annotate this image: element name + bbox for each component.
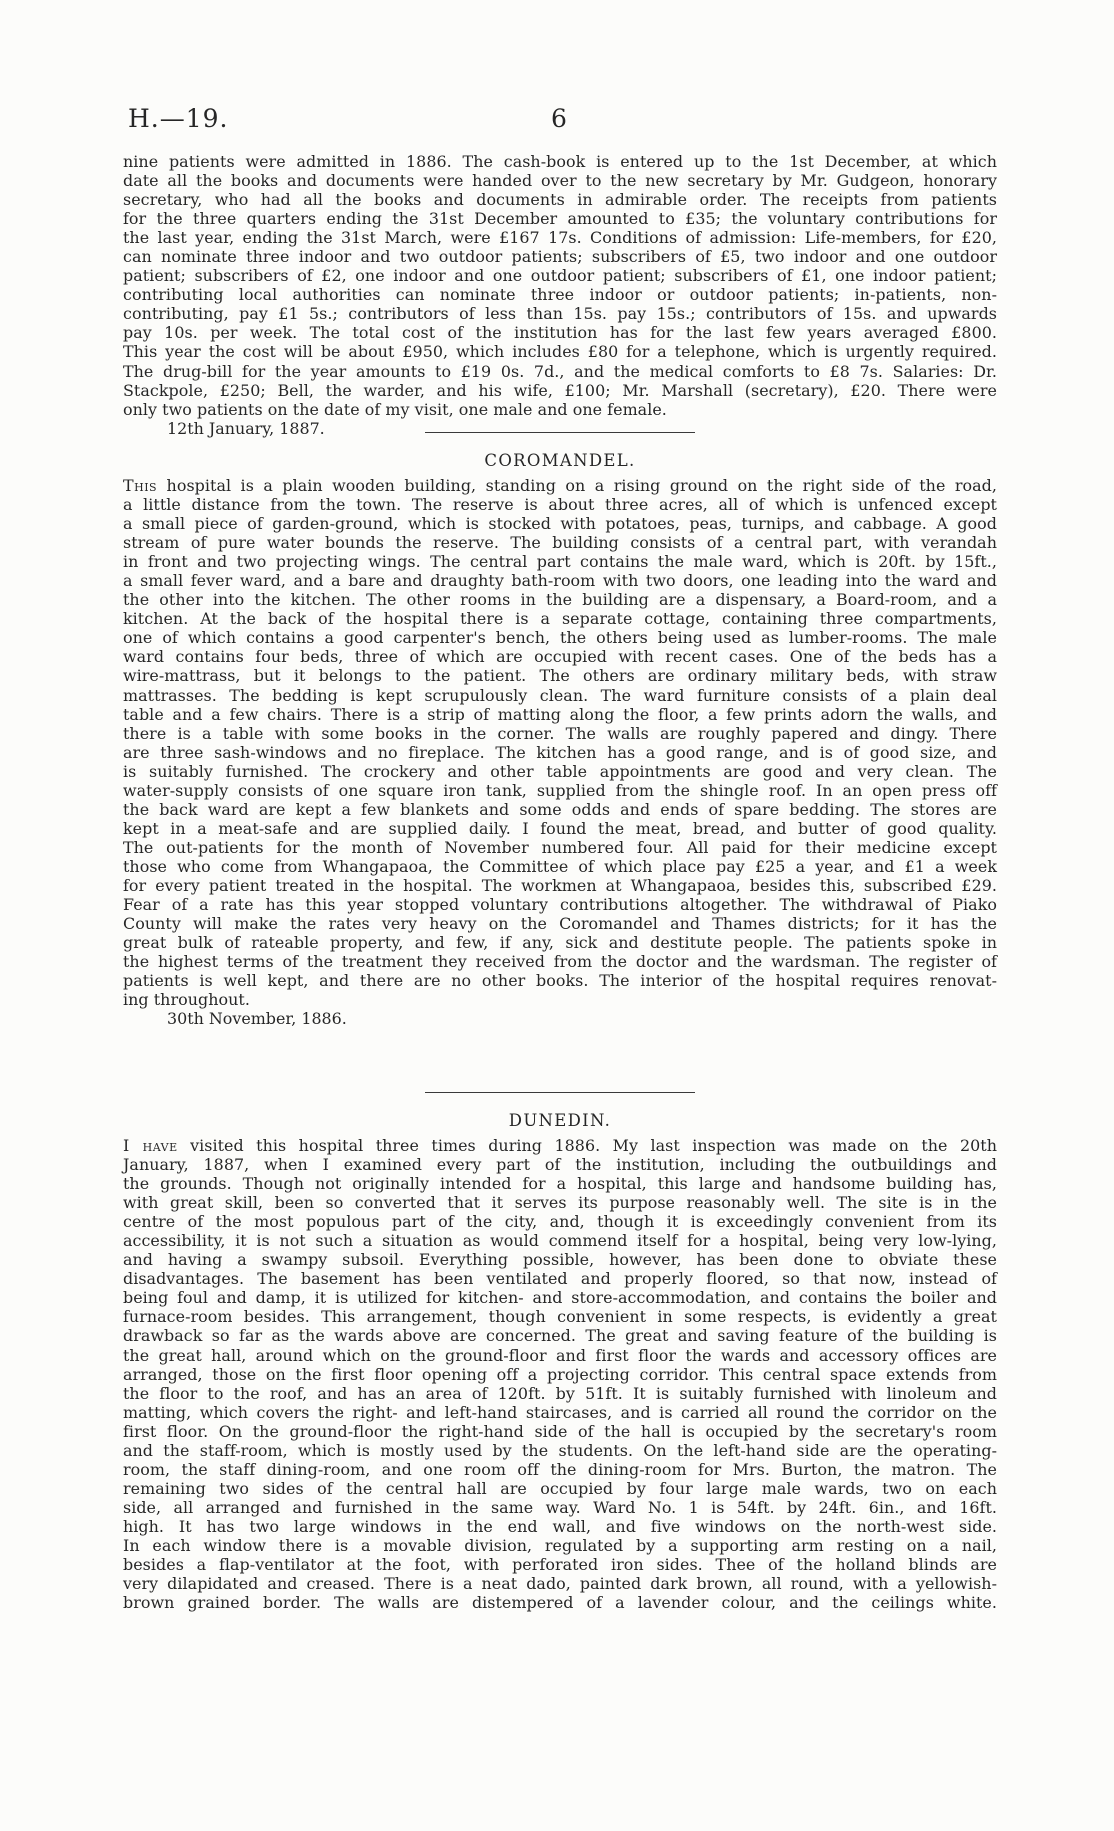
text-line: one of which contains a good carpenter's bench, the others being used as lumber-rooms. The male — [123, 628, 997, 648]
text-line: those who come from Whangapaoa, the Committee of which place pay £25 a year, and £1 a week — [123, 856, 997, 876]
text-line: remaining two sides of the central hall are occupied by four large male wards, two on each — [123, 1478, 997, 1498]
text-line: matting, which covers the right- and left-hand staircases, and is carried all round the corridor on the — [123, 1402, 997, 1422]
text-line: arranged, those on the first floor opening off a projecting corridor. This central space extends from — [123, 1364, 997, 1384]
continuation-date: 12th January, 1887. — [167, 418, 325, 438]
text-line: with great skill, been so converted that it serves its purpose reasonably well. The site is in the — [123, 1193, 997, 1213]
text-line: being foul and damp, it is utilized for kitchen- and store-accommodation, and contains the boiler and — [123, 1288, 997, 1308]
text-line: a small fever ward, and a bare and draughty bath-room with two doors, one leading into the ward and — [123, 571, 997, 591]
text-line: drawback so far as the wards above are concerned. The great and saving feature of the building is — [123, 1326, 997, 1346]
text-line: furnace-room besides. This arrangement, though convenient in some respects, is evidently a great — [123, 1307, 997, 1327]
text-line: accessibility, it is not such a situation as would commend itself for a hospital, being very low-lying, — [123, 1231, 997, 1251]
text-line: are three sash-windows and no fireplace. The kitchen has a good range, and is of good size, and — [123, 742, 997, 762]
report-reference: H.—19. — [128, 104, 229, 133]
dunedin-first-line-text: visited this hospital three times during 1886. My last inspection was made on the 20th — [177, 1136, 998, 1155]
text-line: The out-patients for the month of November numbered four. All paid for their medicine except — [123, 837, 997, 857]
text-line: the back ward are kept a few blankets and some odds and ends of spare bedding. The stores are — [123, 799, 997, 819]
text-line: Fear of a rate has this year stopped voluntary contributions altogether. The withdrawal of Piako — [123, 895, 997, 915]
text-line: can nominate three indoor and two outdoor patients; subscribers of £5, two indoor and one outdoor — [123, 247, 997, 267]
page-number: 6 — [551, 104, 567, 133]
text-line: contributing, pay £1 5s.; contributors of less than 15s. pay 15s.; contributors of 15s. and upwards — [123, 304, 997, 324]
text-line: side, all arranged and furnished in the same way. Ward No. 1 is 54ft. by 24ft. 6in., and 16ft. — [123, 1497, 997, 1517]
section-divider — [425, 1092, 695, 1093]
text-line: nine patients were admitted in 1886. The cash-book is entered up to the 1st December, at which — [123, 152, 997, 171]
text-line: only two patients on the date of my visit, one male and one female. — [123, 399, 667, 419]
text-line: stream of pure water bounds the reserve. The building consists of a central part, with verandah — [123, 533, 997, 553]
coromandel-date: 30th November, 1886. — [167, 1009, 347, 1029]
text-line: a little distance from the town. The reserve is about three acres, all of which is unfenced except — [123, 495, 997, 515]
dunedin-opening-word: I have — [123, 1136, 178, 1155]
text-line: January, 1887, when I examined every part of the institution, including the outbuildings and — [123, 1155, 997, 1175]
text-line: Stackpole, £250; Bell, the warder, and his wife, £100; Mr. Marshall (secretary), £20. There were — [123, 380, 997, 400]
continuation-section — [123, 152, 997, 438]
text-line: This year the cost will be about £950, which includes £80 for a telephone, which is urgently required. — [123, 342, 997, 362]
dunedin-heading: DUNEDIN. — [508, 1111, 612, 1130]
text-line: patient; subscribers of £2, one indoor and one outdoor patient; subscribers of £1, one indoor patient; — [123, 266, 997, 286]
text-line: pay 10s. per week. The total cost of the institution has for the last few years averaged £800. — [123, 323, 997, 343]
dunedin-section — [123, 1136, 997, 1612]
text-line: the other into the kitchen. The other rooms in the building are a dispensary, a Board-room, and a — [123, 590, 997, 610]
text-line: a small piece of garden-ground, which is stocked with potatoes, peas, turnips, and cabbage. A good — [123, 514, 997, 534]
text-line: date all the books and documents were handed over to the new secretary by Mr. Gudgeon, honorary — [123, 171, 997, 191]
text-line: for the three quarters ending the 31st December amounted to £35; the voluntary contributions for — [123, 209, 997, 229]
section-divider — [425, 432, 695, 433]
text-line: the last year, ending the 31st March, were £167 17s. Conditions of admission: Life-members, for £20, — [123, 228, 997, 248]
text-line: the highest terms of the treatment they received from the doctor and the wardsman. The register of — [123, 952, 997, 972]
dunedin-first-line — [123, 1136, 997, 1155]
text-line: the grounds. Though not originally intended for a hospital, this large and handsome building has, — [123, 1174, 997, 1194]
coromandel-first-line — [123, 476, 997, 495]
text-line: in front and two projecting wings. The central part contains the male ward, which is 20ft. by 15ft., — [123, 552, 997, 572]
text-line: contributing local authorities can nominate three indoor or outdoor patients; in-patients, non- — [123, 285, 997, 305]
text-line: mattrasses. The bedding is kept scrupulously clean. The ward furniture consists of a plain deal — [123, 685, 997, 705]
text-line: the floor to the roof, and has an area of 120ft. by 51ft. It is suitably furnished with linoleum and — [123, 1383, 997, 1403]
text-line: kept in a meat-safe and are supplied daily. I found the meat, bread, and butter of good quality. — [123, 818, 997, 838]
text-line: table and a few chairs. There is a strip of matting along the floor, a few prints adorn the walls, and — [123, 704, 997, 724]
text-line: secretary, who had all the books and documents in admirable order. The receipts from patients — [123, 190, 997, 210]
coromandel-paragraph — [123, 495, 997, 1009]
text-line: great bulk of rateable property, and few, if any, sick and destitute people. The patients spoke in — [123, 933, 997, 953]
text-line: brown grained border. The walls are distempered of a lavender colour, and the ceilings white. — [123, 1593, 997, 1613]
text-line: the great hall, around which on the ground-floor and first floor the wards and accessory offices are — [123, 1345, 997, 1365]
text-line: water-supply consists of one square iron tank, supplied from the shingle roof. In an open press off — [123, 780, 997, 800]
text-line: there is a table with some books in the corner. The walls are roughly papered and dingy. There — [123, 723, 997, 743]
text-line: kitchen. At the back of the hospital there is a separate cottage, containing three compartments, — [123, 609, 997, 629]
text-line: wire-mattrass, but it belongs to the patient. The others are ordinary military beds, with straw — [123, 666, 997, 686]
text-line: very dilapidated and creased. There is a neat dado, painted dark brown, all round, with a yellowish- — [123, 1574, 997, 1594]
text-line: for every patient treated in the hospital. The workmen at Whangapaoa, besides this, subscribed £29. — [123, 875, 997, 895]
coromandel-opening-word: This — [123, 476, 158, 495]
text-line: ward contains four beds, three of which are occupied with recent cases. One of the beds has a — [123, 647, 997, 667]
coromandel-first-line-text: hospital is a plain wooden building, standing on a rising ground on the right side of the road, — [157, 476, 997, 495]
text-line: centre of the most populous part of the city, and, though it is exceedingly convenient from its — [123, 1212, 997, 1232]
text-line: high. It has two large windows in the end wall, and five windows on the north-west side. — [123, 1516, 997, 1536]
text-line: County will make the rates very heavy on the Coromandel and Thames districts; for it has the — [123, 914, 997, 934]
text-line: The drug-bill for the year amounts to £19 0s. 7d., and the medical comforts to £8 7s. Salaries: Dr. — [123, 361, 997, 381]
text-line: first floor. On the ground-floor the right-hand side of the hall is occupied by the secretary's room — [123, 1421, 997, 1441]
coromandel-heading: COROMANDEL. — [484, 451, 636, 470]
text-line: ing throughout. — [123, 990, 250, 1010]
text-line: In each window there is a movable division, regulated by a supporting arm resting on a nail, — [123, 1535, 997, 1555]
dunedin-paragraph — [123, 1155, 997, 1612]
text-line: room, the staff dining-room, and one room off the dining-room for Mrs. Burton, the matron. The — [123, 1459, 997, 1479]
coromandel-section — [123, 476, 997, 1028]
text-line: besides a flap-ventilator at the foot, with perforated iron sides. Thee of the holland blinds are — [123, 1555, 997, 1575]
continuation-paragraph — [123, 152, 997, 419]
text-line: and the staff-room, which is mostly used by the students. On the left-hand side are the operating- — [123, 1440, 997, 1460]
text-line: and having a swampy subsoil. Everything possible, however, has been done to obviate these — [123, 1250, 997, 1270]
text-line: is suitably furnished. The crockery and other table appointments are good and very clean. The — [123, 761, 997, 781]
text-line: disadvantages. The basement has been ventilated and properly floored, so that now, instead of — [123, 1269, 997, 1289]
text-line: patients is well kept, and there are no other books. The interior of the hospital requires renovat- — [123, 971, 997, 991]
